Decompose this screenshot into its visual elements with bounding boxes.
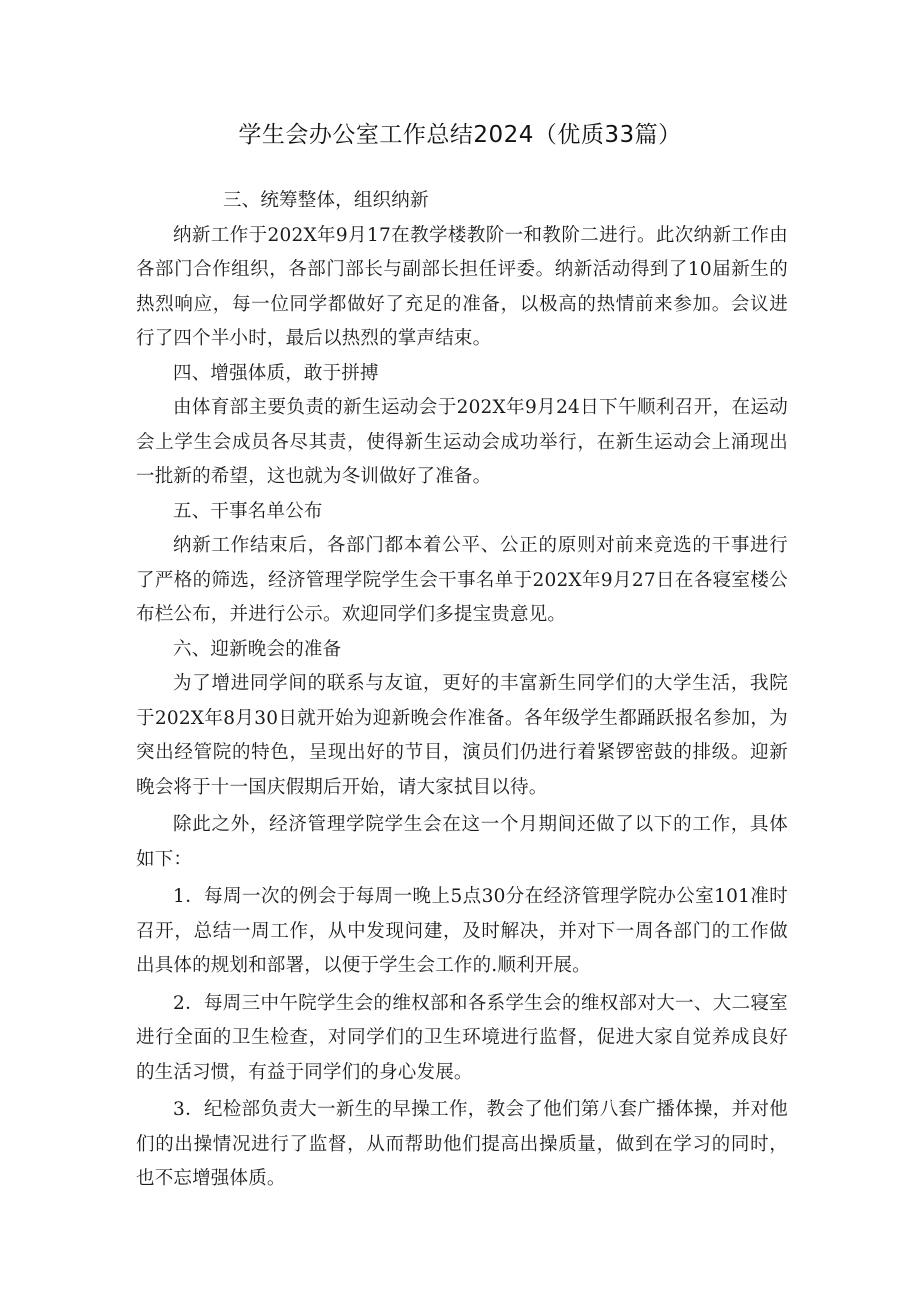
section-body-4: 由体育部主要负责的新生运动会于202X年9月24日下午顺利召开，在运动会上学生会成员各尽其责，使得新生运动会成功举行，在新生运动会上涌现出一批新的希望，这也就为冬训做好了准备。 xyxy=(136,397,788,487)
section-body-6: 为了增进同学间的联系与友谊，更好的丰富新生同学们的大学生活，我院于202X年8月30日就开始为迎新晚会作准备。各年级学生都踊跃报名参加，为突出经管院的特色，呈现出好的节目，演员们仍进行着紧锣密鼓的排级。迎新晚会将于十一国庆假期后开始，请大家拭目以待。 xyxy=(136,673,788,798)
section-body-5: 纳新工作结束后，各部门都本着公平、公正的原则对前来竞选的干事进行了严格的筛选，经济管理学院学生会干事名单于202X年9月27日在各寝室楼公布栏公布，并进行公示。欢迎同学们多提宝贵意见。 xyxy=(136,535,788,625)
intro-paragraph: 除此之外，经济管理学院学生会在这一个月期间还做了以下的工作，具体如下： xyxy=(136,814,788,870)
section-heading-4: 四、增强体质，敢于拼搏 xyxy=(173,362,379,384)
document-body xyxy=(136,184,788,1197)
section-body-3: 纳新工作于202X年9月17在教学楼教阶一和教阶二进行。此次纳新工作由各部门合作组织，各部门部长与副部长担任评委。纳新活动得到了10届新生的热烈响应，每一位同学都做好了充足的准备，以极高的热情前来参加。会议进行了四个半小时，最后以热烈的掌声结束。 xyxy=(136,224,788,349)
section-heading-3: 三、统筹整体，组织纳新 xyxy=(222,190,429,211)
list-item-2: 2．每周三中午院学生会的维权部和各系学生会的维权部对大一、大二寝室进行全面的卫生检查，对同学们的卫生环境进行监督，促进大家自觉养成良好的生活习惯，有益于同学们的身心发展。 xyxy=(136,992,788,1083)
section-heading-5: 五、干事名单公布 xyxy=(173,500,323,522)
document-title: 学生会办公室工作总结2024（优质33篇） xyxy=(238,122,682,148)
section-heading-6: 六、迎新晚会的准备 xyxy=(173,638,342,660)
list-item-3: 3．纪检部负责大一新生的早操工作，教会了他们第八套广播体操，并对他们的出操情况进行了监督，从而帮助他们提高出操质量，做到在学习的同时，也不忘增强体质。 xyxy=(136,1099,788,1189)
list-item-1: 1．每周一次的例会于每周一晚上5点30分在经济管理学院办公室101准时召开，总结一周工作，从中发现问建，及时解决，并对下一周各部门的工作做出具体的规划和部署，以便于学生会工作的.顺利开展。 xyxy=(136,886,788,976)
